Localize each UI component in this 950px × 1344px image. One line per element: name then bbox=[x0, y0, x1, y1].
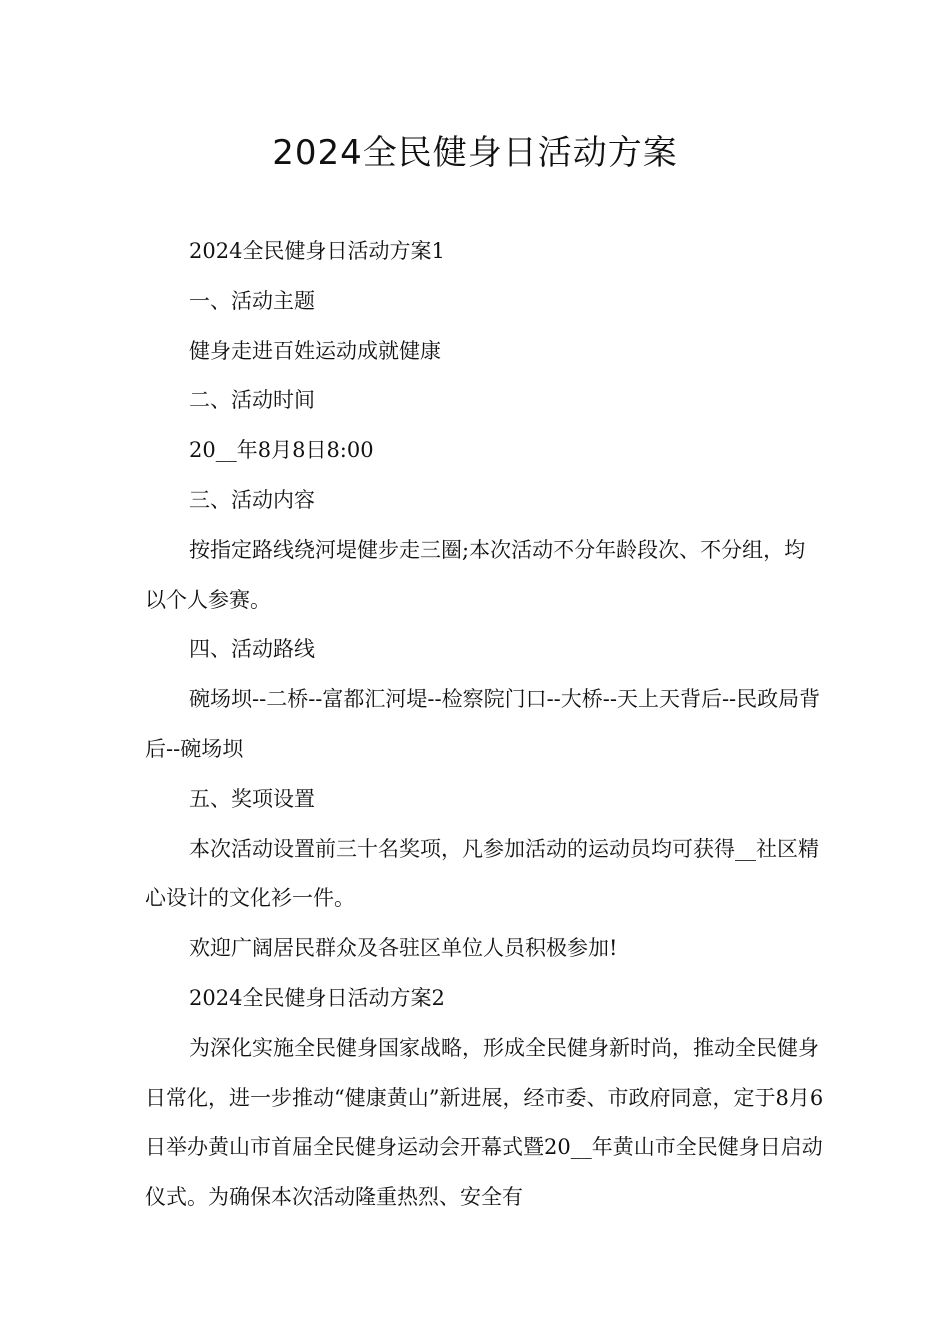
paragraph-plan-1-heading: 2024全民健身日活动方案1 bbox=[189, 239, 445, 263]
document-title: 2024全民健身日活动方案 bbox=[272, 133, 678, 173]
paragraph-section-2: 二、活动时间 bbox=[189, 388, 315, 413]
paragraph-plan-2-intro: 为深化实施全民健身国家战略，形成全民健身新时尚，推动全民健身日常化，进一步推动“健康黄山”新进展，经市委、市政府同意，定于8月6日举办黄山市首届全民健身运动会开幕式暨20__年黄山市全民健身日启动仪式。为确保本次活动隆重热烈、安全有 bbox=[145, 1035, 824, 1210]
paragraph-section-1: 一、活动主题 bbox=[189, 288, 315, 313]
paragraph-section-3: 三、活动内容 bbox=[189, 487, 315, 512]
paragraph-content: 按指定路线绕河堤健步走三圈;本次活动不分年龄段次、不分组，均以个人参赛。 bbox=[145, 537, 806, 612]
paragraph-theme: 健身走进百姓运动成就健康 bbox=[189, 338, 441, 363]
paragraph-awards: 本次活动设置前三十名奖项，凡参加活动的运动员均可获得__社区精心设计的文化衫一件。 bbox=[145, 836, 819, 911]
paragraph-section-4: 四、活动路线 bbox=[189, 637, 315, 662]
document-body bbox=[145, 227, 825, 1223]
paragraph-welcome: 欢迎广阔居民群众及各驻区单位人员积极参加! bbox=[189, 936, 618, 961]
paragraph-plan-2-heading: 2024全民健身日活动方案2 bbox=[189, 985, 445, 1010]
paragraph-route: 碗场坝--二桥--富都汇河堤--检察院门口--大桥--天上天背后--民政局背后--碗场坝 bbox=[145, 687, 821, 761]
paragraph-time: 20__年8月8日8:00 bbox=[189, 438, 374, 463]
paragraph-section-5: 五、奖项设置 bbox=[189, 786, 315, 811]
